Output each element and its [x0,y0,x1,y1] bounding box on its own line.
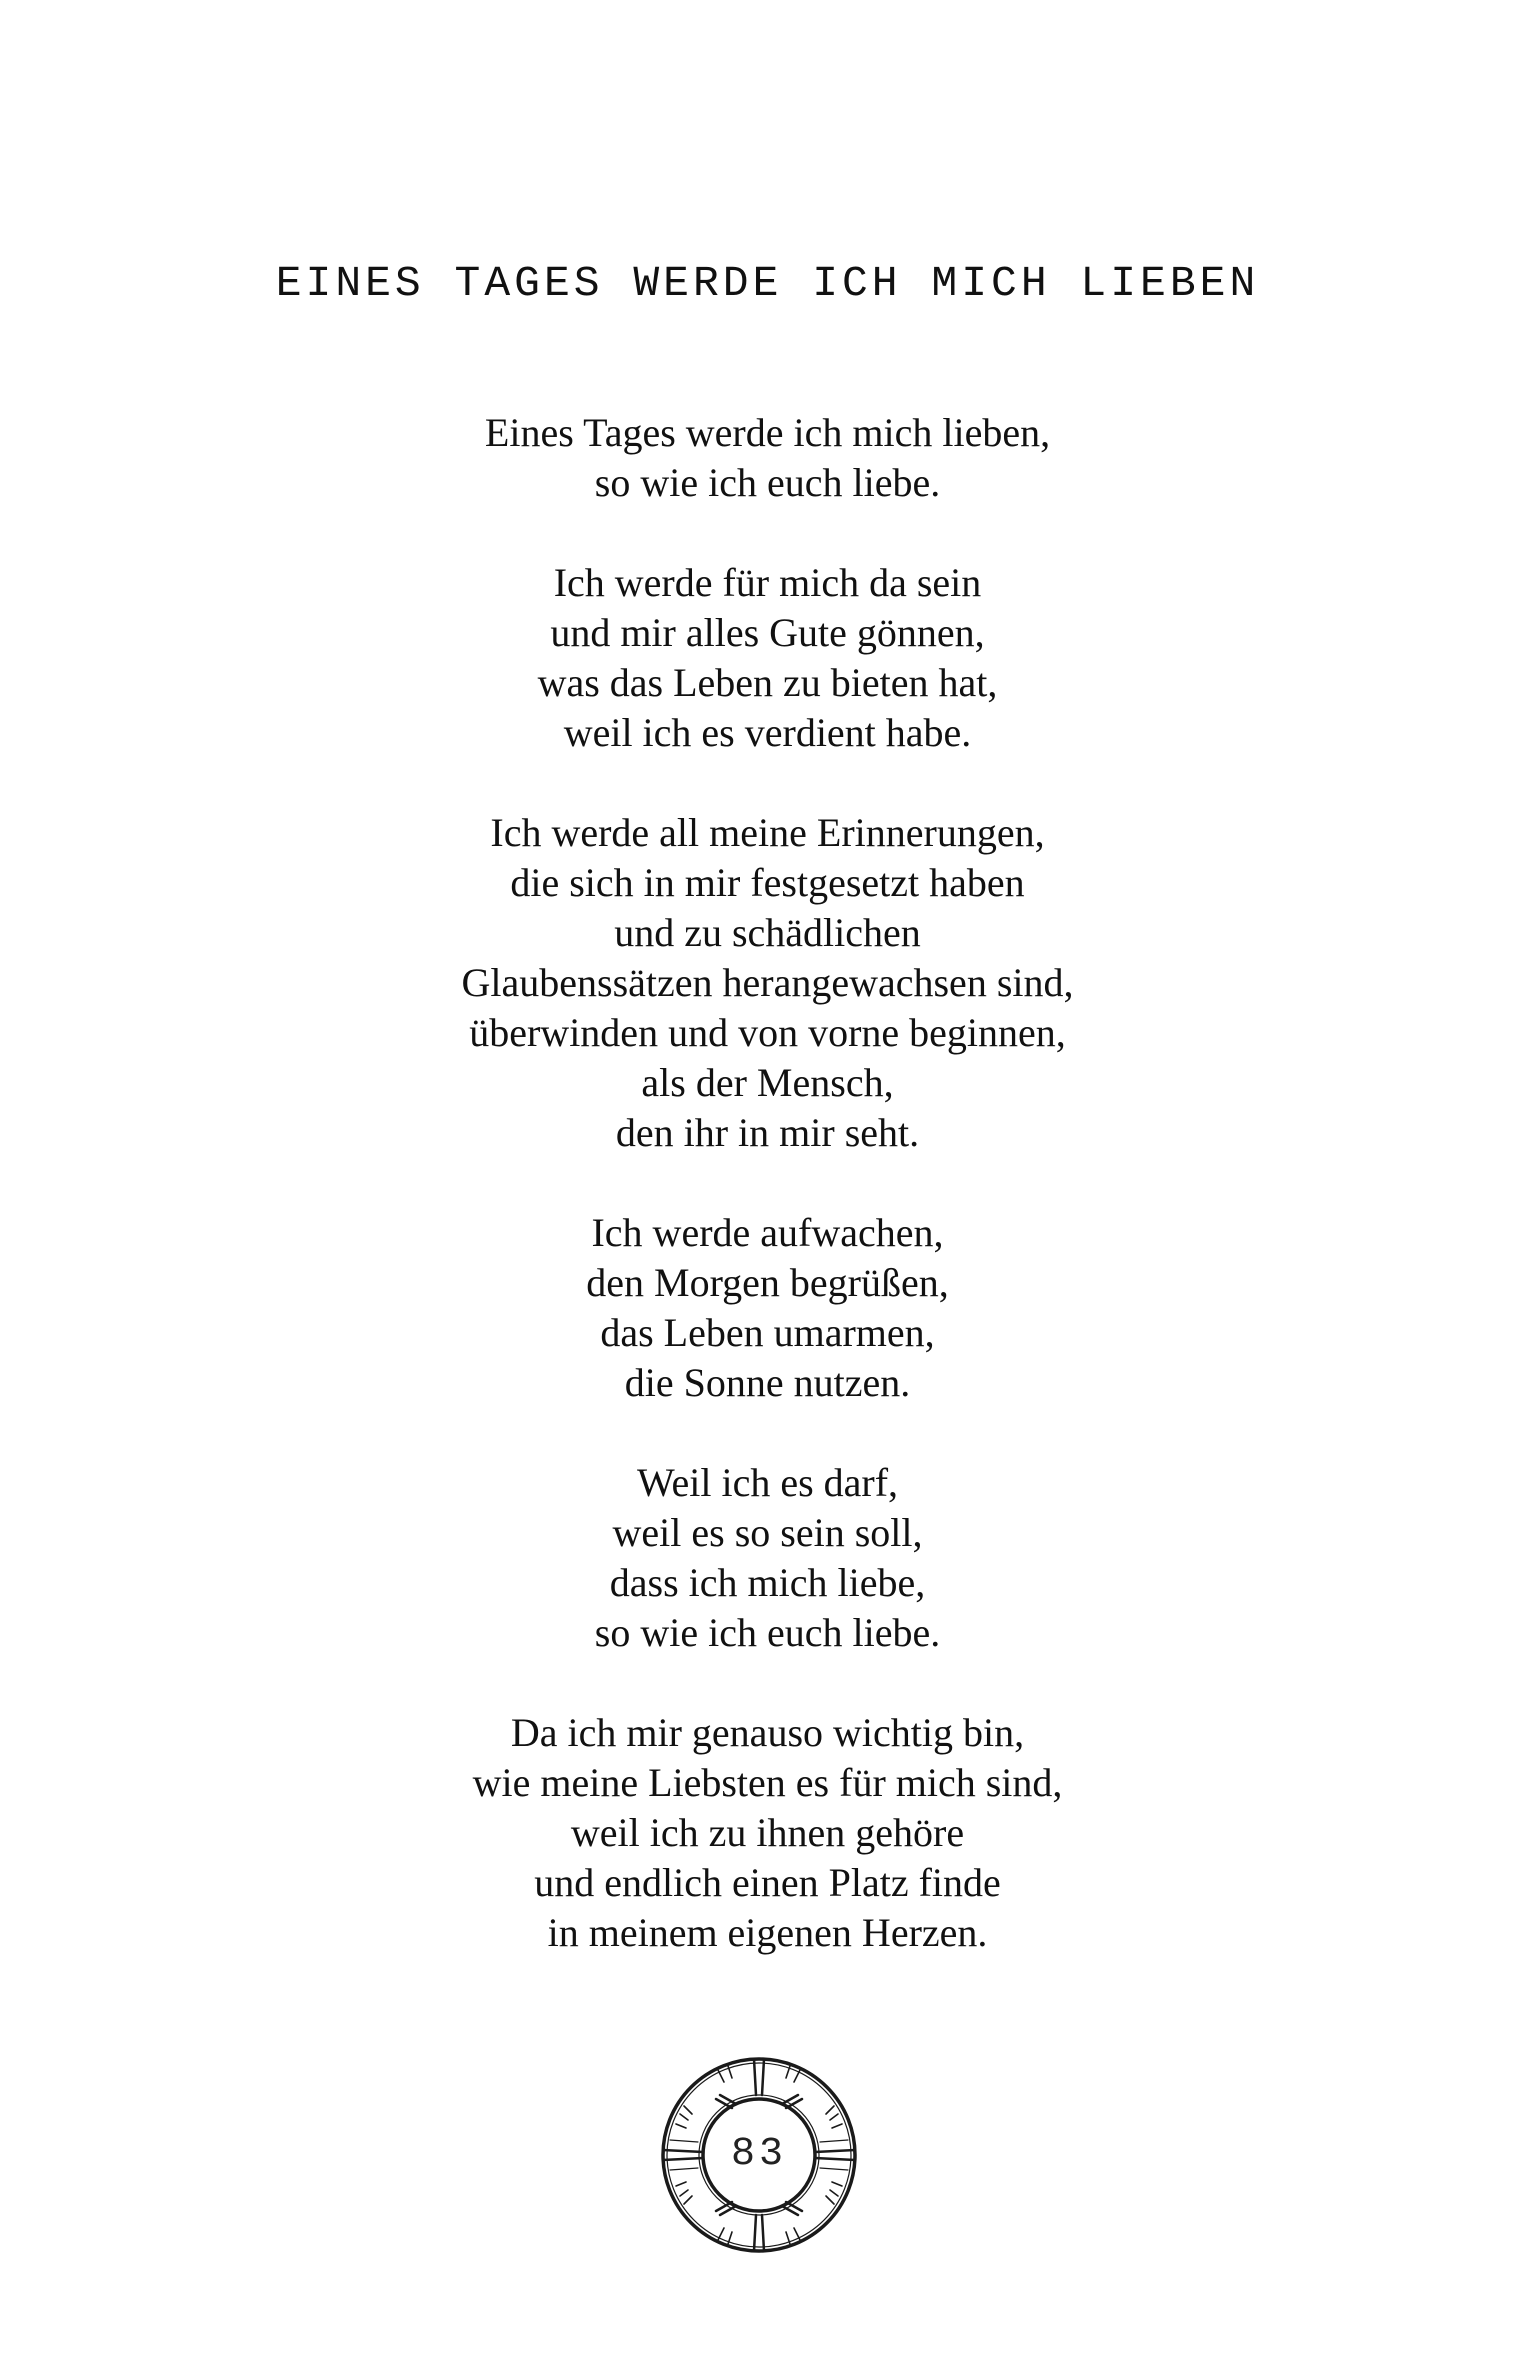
verse-line: als der Mensch, [641,1060,894,1105]
verse-line: so wie ich euch liebe. [594,1610,941,1655]
verse-line: Ich werde all meine Erinnerungen, [490,810,1045,855]
verse-line: und mir alles Gute gönnen, [550,610,985,655]
verse-line: überwinden und von vorne beginnen, [469,1010,1066,1055]
verse-line: Ich werde aufwachen, [591,1210,944,1255]
verse-line: dass ich mich liebe, [609,1560,926,1605]
verse-line: die Sonne nutzen. [624,1360,911,1405]
verse-line: die sich in mir festgesetzt haben [510,860,1025,905]
verse-line: in meinem eigenen Herzen. [547,1910,988,1955]
page-title: EINES TAGES WERDE ICH MICH LIEBEN [275,259,1260,308]
verse-line: und endlich einen Platz finde [534,1860,1001,1905]
stanza [0,558,1535,758]
stanza [0,808,1535,1158]
verse-line: weil ich es verdient habe. [563,710,972,755]
verse-line: Weil ich es darf, [636,1460,899,1505]
verse-line: Glaubenssätzen herangewachsen sind, [461,960,1074,1005]
verse-line: das Leben umarmen, [600,1310,935,1355]
stanza [0,408,1535,508]
verse-line: und zu schädlichen [614,910,921,955]
verse-line: wie meine Liebsten es für mich sind, [472,1760,1063,1805]
verse-line: Ich werde für mich da sein [553,560,982,605]
verse-line: den ihr in mir seht. [615,1110,920,1155]
verse-line: was das Leben zu bieten hat, [537,660,998,705]
stanza [0,1458,1535,1658]
poem-body [0,408,1535,2008]
verse-line: den Morgen begrüßen, [586,1260,949,1305]
verse-line: so wie ich euch liebe. [594,460,941,505]
verse-line: weil ich zu ihnen gehöre [570,1810,965,1855]
page-number: 83 [730,2132,787,2177]
verse-line: weil es so sein soll, [612,1510,923,1555]
verse-line: Eines Tages werde ich mich lieben, [484,410,1051,455]
page-number-badge [658,2054,860,2256]
stanza [0,1708,1535,1958]
stanza [0,1208,1535,1408]
verse-line: Da ich mir genauso wichtig bin, [510,1710,1025,1755]
